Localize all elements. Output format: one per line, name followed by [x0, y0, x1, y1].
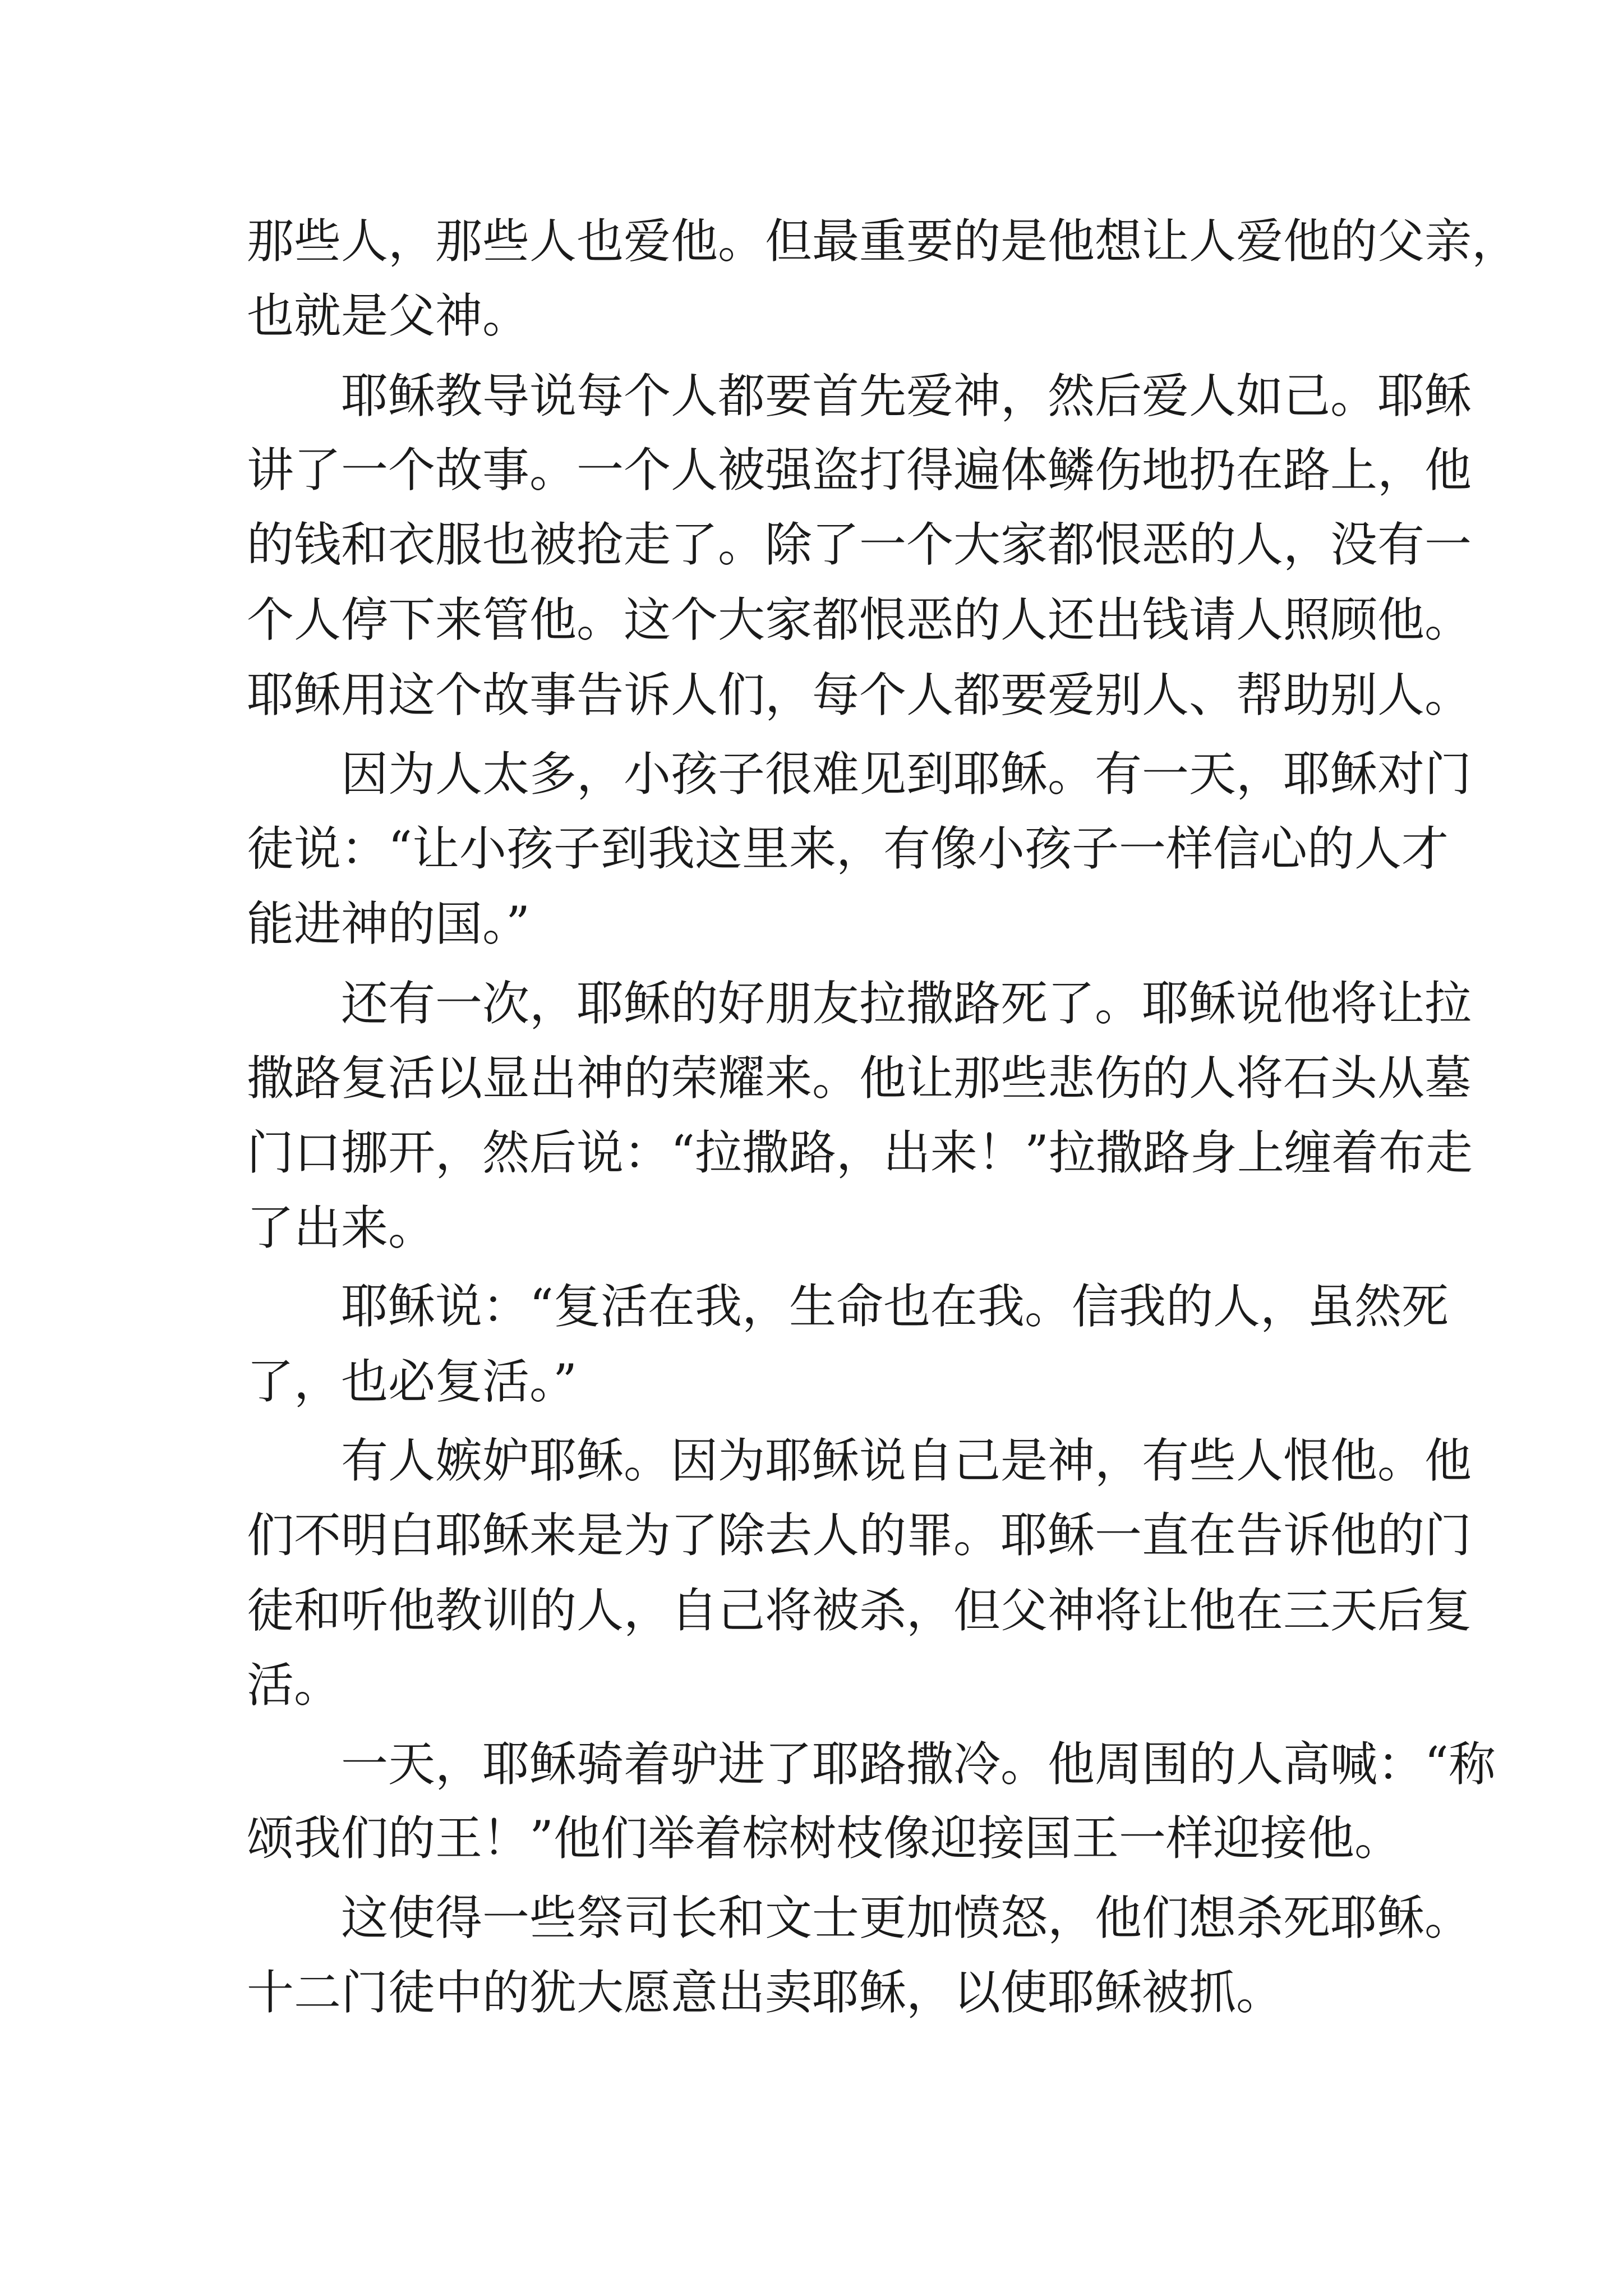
- text-line: 耶稣用这个故事告诉人们，每个人都要爱别人、帮助别人。: [247, 668, 1472, 723]
- text-line: 活。: [247, 1658, 342, 1713]
- text-line: 也就是父神。: [247, 288, 530, 343]
- text-line: 耶稣说：“复活在我，生命也在我。信我的人，虽然死: [247, 1279, 1449, 1334]
- text-line: 徒和听他教训的人，自己将被杀，但父神将让他在三天后复: [247, 1583, 1472, 1638]
- text-line: 讲了一个故事。一个人被强盗打得遍体鳞伤地扔在路上，他: [247, 443, 1472, 498]
- text-line: 一天，耶稣骑着驴进了耶路撒冷。他周围的人高喊：“称: [247, 1737, 1496, 1792]
- text-line: 还有一次，耶稣的好朋友拉撒路死了。耶稣说他将让拉: [247, 976, 1472, 1031]
- text-line: 徒说：“让小孩子到我这里来，有像小孩子一样信心的人才: [247, 821, 1449, 876]
- text-line: 了，也必复活。”: [247, 1354, 577, 1409]
- text-line: 个人停下来管他。这个大家都恨恶的人还出钱请人照顾他。: [247, 592, 1472, 647]
- text-line: 门口挪开，然后说：“拉撒路，出来！”拉撒路身上缠着布走: [247, 1125, 1473, 1180]
- text-line: 有人嫉妒耶稣。因为耶稣说自己是神，有些人恨他。他: [247, 1433, 1472, 1488]
- text-line: 们不明白耶稣来是为了除去人的罪。耶稣一直在告诉他的门: [247, 1508, 1472, 1563]
- text-line: 因为人太多，小孩子很难见到耶稣。有一天，耶稣对门: [247, 747, 1472, 802]
- text-line: 那些人，那些人也爱他。但最重要的是他想让人爱他的父亲，: [247, 214, 1519, 269]
- text-line: 能进神的国。”: [247, 896, 530, 951]
- text-line: 的钱和衣服也被抢走了。除了一个大家都恨恶的人，没有一: [247, 517, 1472, 572]
- text-line: 颂我们的王！”他们举着棕树枝像迎接国王一样迎接他。: [247, 1811, 1401, 1866]
- text-line: 撒路复活以显出神的荣耀来。他让那些悲伤的人将石头从墓: [247, 1051, 1472, 1106]
- text-line: 这使得一些祭司长和文士更加愤怒，他们想杀死耶稣。: [247, 1890, 1472, 1945]
- text-line: 耶稣教导说每个人都要首先爱神，然后爱人如己。耶稣: [247, 369, 1472, 424]
- text-line: 了出来。: [247, 1200, 436, 1255]
- text-line: 十二门徒中的犹大愿意出卖耶稣，以使耶稣被抓。: [247, 1965, 1284, 2020]
